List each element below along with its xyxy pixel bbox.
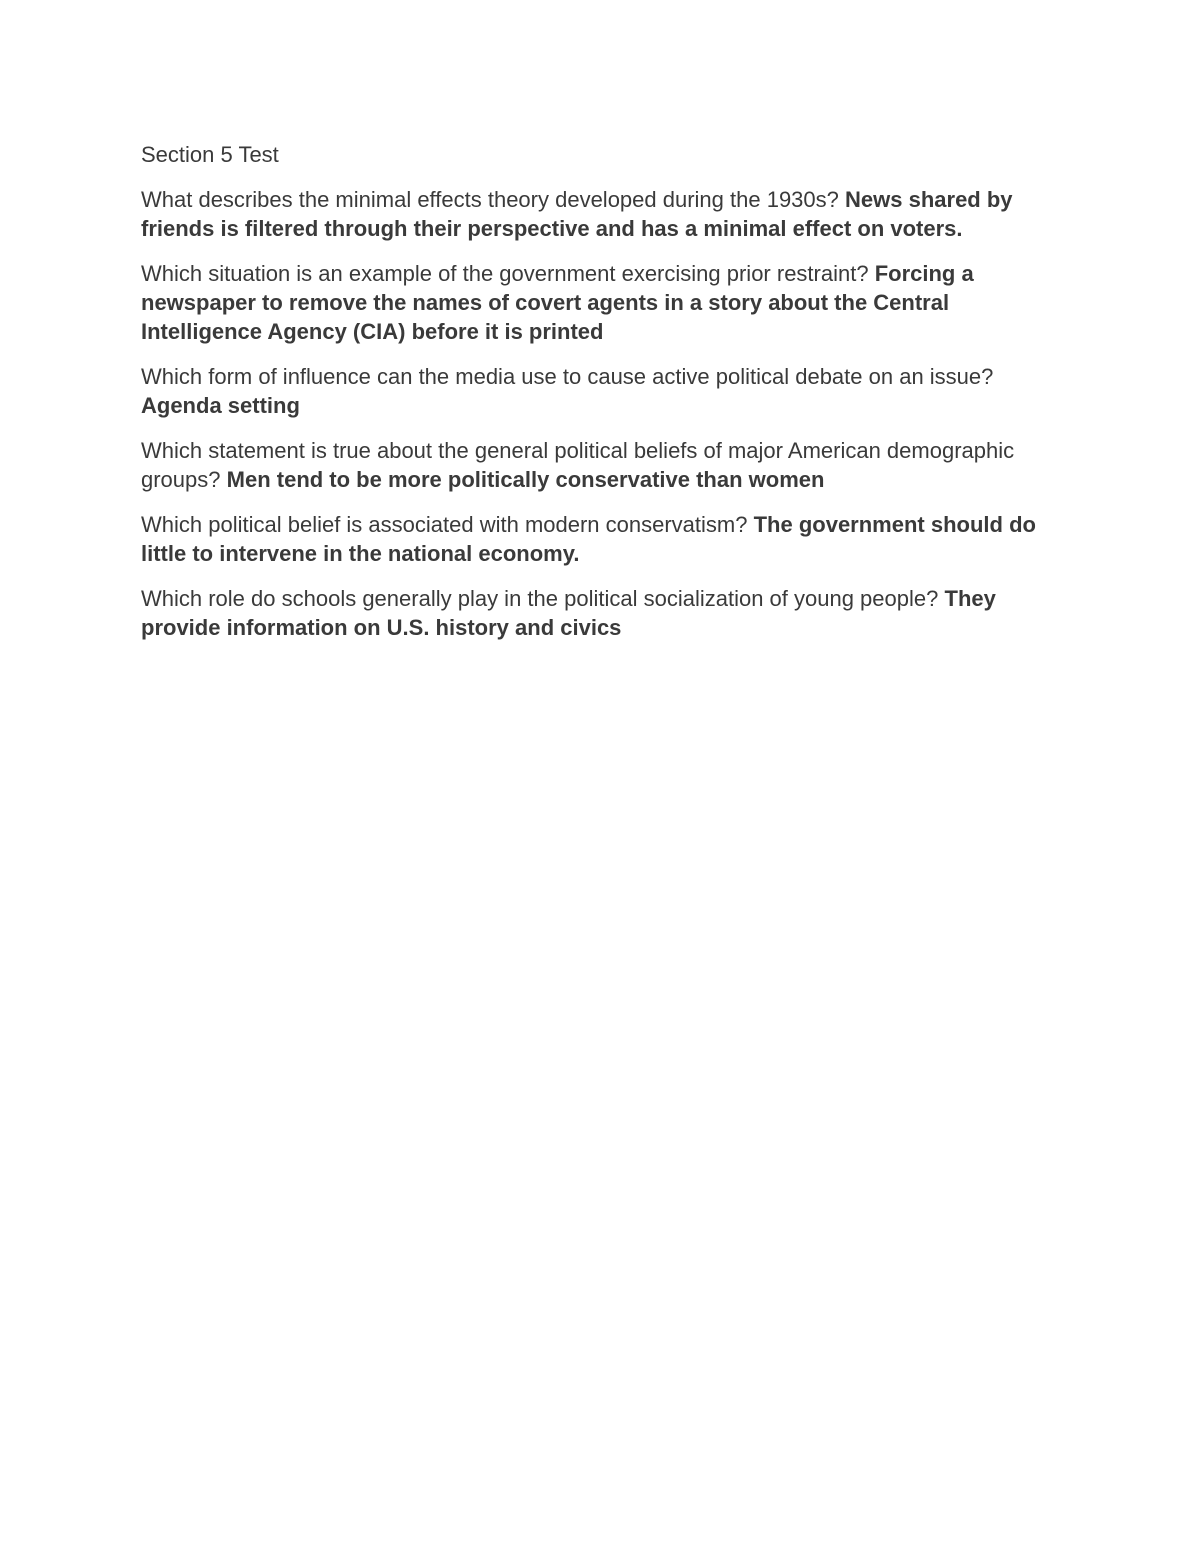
answer-text: Men tend to be more politically conservative than women	[226, 467, 825, 492]
qa-item-3	[141, 362, 1071, 420]
qa-item-5	[141, 510, 1071, 568]
question-text: What describes the minimal effects theory developed during the 1930s?	[141, 187, 839, 212]
question-text: Which statement is true about the general political beliefs of major American demographic groups?	[141, 438, 1015, 492]
qa-item-4	[141, 436, 1071, 494]
question-text: Which political belief is associated with modern conservatism?	[141, 512, 748, 537]
qa-item-1	[141, 185, 1071, 243]
answer-text: The government should do little to intervene in the national economy.	[141, 512, 1036, 566]
qa-item-2	[141, 259, 1071, 346]
question-text: Which situation is an example of the government exercising prior restraint?	[141, 261, 869, 286]
document-page	[141, 140, 1071, 658]
qa-item-6	[141, 584, 1071, 642]
question-text: Which role do schools generally play in the political socialization of young people?	[141, 586, 939, 611]
question-text: Which form of influence can the media use to cause active political debate on an issue?	[141, 364, 994, 389]
document-title: Section 5 Test	[141, 142, 279, 167]
answer-text: Forcing a newspaper to remove the names of covert agents in a story about the Central Intelligence Agency (CIA) before it is printed	[141, 261, 974, 344]
answer-text: News shared by friends is filtered through their perspective and has a minimal effect on voters.	[141, 187, 1013, 241]
answer-text: Agenda setting	[141, 393, 300, 418]
answer-text: They provide information on U.S. history and civics	[141, 586, 996, 640]
